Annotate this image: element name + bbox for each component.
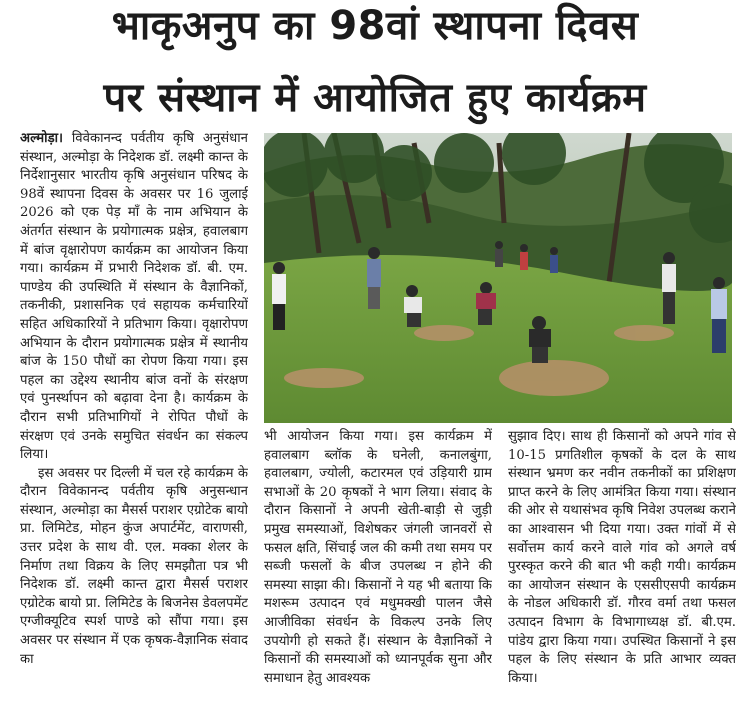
- dateline: अल्मोड़ा।: [20, 131, 64, 146]
- article-column-3: [508, 428, 736, 698]
- article-column-3-text: सुझाव दिए। साथ ही किसानों को अपने गांव से 10-15 प्रगतिशील कृषकों के दल के साथ संस्थान भ्रमण कर नवीन तकनीकों का प्रशिक्षण प्राप्त करने के लिए आमंत्रित किया गया। संस्थान की ओर से यथासंभव कृषि निवेश उपलब्ध कराने का आश्वासन भी दिया गया। उक्त गांवों में से सर्वोत्तम कार्य करने वाले गांव को अगले वर्ष पुरस्कृत करने की बात भी कही गयी। कार्यक्रम का आयोजन संस्थान के एससीएसपी कार्यक्रम के नोडल अधिकारी डॉ. गौरव वर्मा तथा फसल उत्पादन विभाग के विभागाध्यक्ष डॉ. बी.एम. पांडेय द्वारा किया गया। उपस्थित किसानों ने इस पहल के लिए संस्थान के प्रति आभार व्यक्त किया।: [508, 429, 736, 686]
- article-column-2: [264, 428, 492, 698]
- headline-line-1: भाकृअनुप का 98वां स्थापना दिवस: [111, 3, 639, 49]
- article-column-1: [20, 130, 248, 698]
- article-paragraph-1: [20, 130, 248, 465]
- article-column-2-text: भी आयोजन किया गया। इस कार्यक्रम में हवालबाग ब्लॉक के घनेली, कनालबुंगा, हवालबाग, ज्योली, कटारमल एवं उड़ियारी ग्राम सभाओं के 20 कृषकों ने भाग लिया। संवाद के दौरान किसानों ने अपनी खेती-बाड़ी से जुड़ी प्रमुख समस्याओं, विशेषकर जंगली जानवरों से फसल क्षति, सिंचाई जल की कमी तथा समय पर सब्जी फसलों के बीज उपलब्ध न होने की समस्या साझा की। किसानों ने यह भी बताया कि मशरूम उत्पादन एवं मधुमक्खी पालन जैसे आजीविका संवर्धन के विकल्प उनके लिए उपयोगी हो सकते हैं। संस्थान के वैज्ञानिकों ने किसानों की समस्याओं को ध्यानपूर्वक सुना और समाधान हेतु आवश्यक: [264, 429, 492, 686]
- headline-line-2: पर संस्थान में आयोजित हुए कार्यक्रम: [103, 75, 647, 121]
- article-paragraph-1-text: विवेकानन्द पर्वतीय कृषि अनुसंधान संस्थान, अल्मोड़ा के निदेशक डॉ. लक्ष्मी कान्त के निर्देशानुसार भारतीय कृषि अनुसंधान परिषद के 98वें स्थापना दिवस के अवसर पर 16 जुलाई 2026 को एक पेड़ माँ के नाम अभियान के अंतर्गत संस्थान के प्रयोगात्मक प्रक्षेत्र, हवालबाग में बांज वृक्षारोपण कार्यक्रम का आयोजन किया गया। कार्यक्रम में प्रभारी निदेशक डॉ. बी. एम. पाण्डेय की उपस्थिति में संस्थान के वैज्ञानिकों, तकनीकी, प्रशासनिक एवं सहायक कर्मचारियों सहित अधिकारियों ने प्रतिभाग किया। वृक्षारोपण अभियान के दौरान प्रयोगात्मक प्रक्षेत्र में स्थानीय बांज के 150 पौधों का रोपण किया गया। इस पहल का उद्देश्य स्थानीय बांज वनों के संरक्षण एवं पुनर्स्थापन को बढ़ावा देना है। कार्यक्रम के दौरान सभी प्रतिभागियों ने रोपित पौधों के संरक्षण एवं उनके समुचित संवर्धन का संकल्प लिया।: [20, 131, 248, 463]
- article-paragraph-2: इस अवसर पर दिल्ली में चल रहे कार्यक्रम के दौरान विवेकानन्द पर्वतीय कृषि अनुसन्धान संस्थान, अल्मोड़ा का मैसर्स पराशर एग्रोटेक बायो प्रा. लिमिटेड, मोहन कुंज अपार्टमेंट, वाराणसी, उत्तर प्रदेश के साथ वी. एल. मक्का शेलर के निर्माण तथा विक्रय के लिए समझौता पत्र भी निदेशक डॉ. लक्ष्मी कान्त द्वारा मैसर्स पराशर एग्रोटेक बायो प्रा. लिमिटेड के बिजनेस डेवलपमेंट एग्जीक्यूटिव स्पर्श पाण्डे को सौंपा गया। इस अवसर पर संस्थान में एक कृषक-वैज्ञानिक संवाद का: [20, 465, 248, 667]
- tree-plantation-photo: [264, 133, 732, 423]
